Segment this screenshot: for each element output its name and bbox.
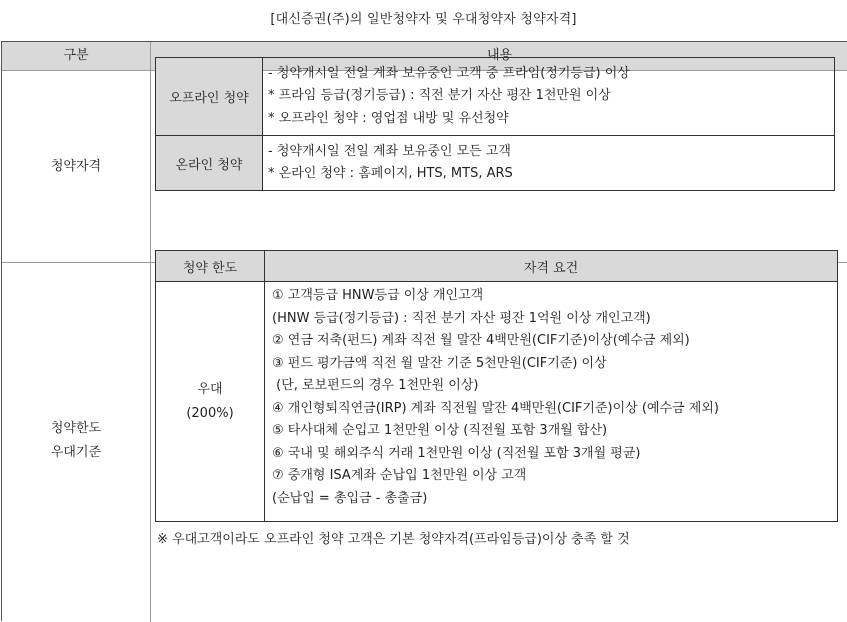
category-eligibility: 청약자격 bbox=[50, 159, 102, 174]
offline-line: * 프라임 등급(정기등급) : 직전 분기 자산 평잔 1천만원 이상 bbox=[268, 88, 611, 104]
requirement-line: ⑤ 타사대체 순입고 1천만원 이상 (직전월 포함 3개월 합산) bbox=[272, 423, 608, 438]
online-line: - 청약개시일 전일 계좌 보유중인 모든 고객 bbox=[268, 143, 511, 159]
offline-row bbox=[156, 58, 835, 136]
requirement-line: ⑦ 중개형 ISA계좌 순납입 1천만원 이상 고객 bbox=[272, 468, 527, 483]
offline-line: * 오프라인 청약 : 영업점 내방 및 유선청약 bbox=[268, 110, 509, 126]
header-category: 구분 bbox=[2, 42, 150, 71]
requirement-line: ② 연금 저축(펀드) 계좌 직전 월 말잔 4백만원(CIF기준)이상(예수금 제외) bbox=[272, 333, 690, 348]
footnote: ※ 우대고객이라도 오프라인 청약 고객은 기본 청약자격(프라임등급)이상 충족 할 것 bbox=[157, 532, 630, 547]
requirement-header: 자격 요건 bbox=[265, 251, 838, 282]
eligibility-table bbox=[155, 57, 835, 191]
requirement-line: (단, 로보펀드의 경우 1천만원 이상) bbox=[272, 378, 479, 393]
requirement-line: (HNW 등급(정기등급) : 직전 분기 자산 평잔 1억원 이상 개인고객) bbox=[272, 310, 651, 326]
column-divider bbox=[150, 42, 151, 622]
offline-line: - 청약개시일 전일 계좌 보유중인 고객 중 프라임(정기등급) 이상 bbox=[268, 65, 630, 81]
offline-label: 오프라인 청약 bbox=[156, 58, 263, 136]
online-label: 온라인 청약 bbox=[156, 136, 263, 191]
online-line: * 온라인 청약 : 홈페이지, HTS, MTS, ARS bbox=[268, 166, 513, 181]
requirement-line: ④ 개인형퇴직연금(IRP) 계좌 직전월 말잔 4백만원(CIF기준)이상 (예수금 제외) bbox=[272, 400, 719, 416]
requirement-line: ① 고객등급 HNW등급 이상 개인고객 bbox=[272, 288, 484, 303]
document-title: [대신증권(주)의 일반청약자 및 우대청약자 청약자격] bbox=[270, 12, 577, 27]
preference-table bbox=[155, 250, 838, 522]
limit-cell: 우대 (200%) bbox=[156, 282, 265, 522]
header-content: 내용 bbox=[151, 42, 847, 71]
online-row bbox=[156, 136, 835, 191]
requirement-line: (순납입 = 총입금 - 총출금) bbox=[272, 490, 428, 506]
requirement-cell bbox=[265, 282, 838, 522]
category-limit: 청약한도 우대기준 bbox=[50, 421, 102, 460]
requirement-line: ⑥ 국내 및 해외주식 거래 1천만원 이상 (직전월 포함 3개월 평균) bbox=[272, 445, 641, 461]
requirement-line: ③ 펀드 평가금액 직전 월 말잔 기준 5천만원(CIF기준) 이상 bbox=[272, 355, 607, 371]
limit-header: 청약 한도 bbox=[156, 251, 265, 282]
